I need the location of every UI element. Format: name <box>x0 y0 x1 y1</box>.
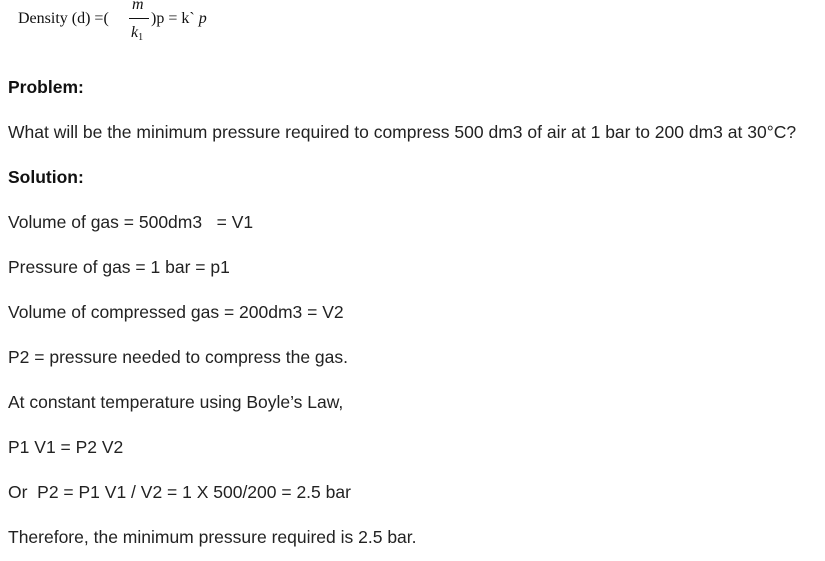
solution-line: P2 = pressure needed to compress the gas. <box>8 347 348 367</box>
denominator-subscript: 1 <box>138 32 144 43</box>
solution-line: Volume of compressed gas = 200dm3 = V2 <box>8 302 344 322</box>
formula-rhs <box>151 10 207 28</box>
solution-line: Or P2 = P1 V1 / V2 = 1 X 500/200 = 2.5 bar <box>8 482 351 502</box>
fraction-bar <box>129 18 149 19</box>
solution-conclusion: Therefore, the minimum pressure required is 2.5 bar. <box>8 527 417 547</box>
solution-line: At constant temperature using Boyle’s Law, <box>8 392 344 412</box>
formula-rhs-prime: ` <box>189 10 195 27</box>
solution-line: P1 V1 = P2 V2 <box>8 437 124 457</box>
solution-line: Pressure of gas = 1 bar = p1 <box>8 257 230 277</box>
formula-rhs-start: )p = k <box>151 10 190 27</box>
solution-line: Volume of gas = 500dm3 = V1 <box>8 212 254 232</box>
solution-heading: Solution: <box>8 167 84 187</box>
fraction-numerator: m <box>132 0 144 13</box>
problem-heading: Problem: <box>8 77 84 97</box>
fraction-denominator <box>131 24 143 42</box>
formula-rhs-var: p <box>198 10 207 27</box>
formula-lhs: Density (d) =( <box>18 10 109 27</box>
denominator-symbol: k <box>131 24 139 41</box>
problem-text: What will be the minimum pressure required to compress 500 dm3 of air at 1 bar to 200 dm3 at 30°C? <box>8 122 797 142</box>
